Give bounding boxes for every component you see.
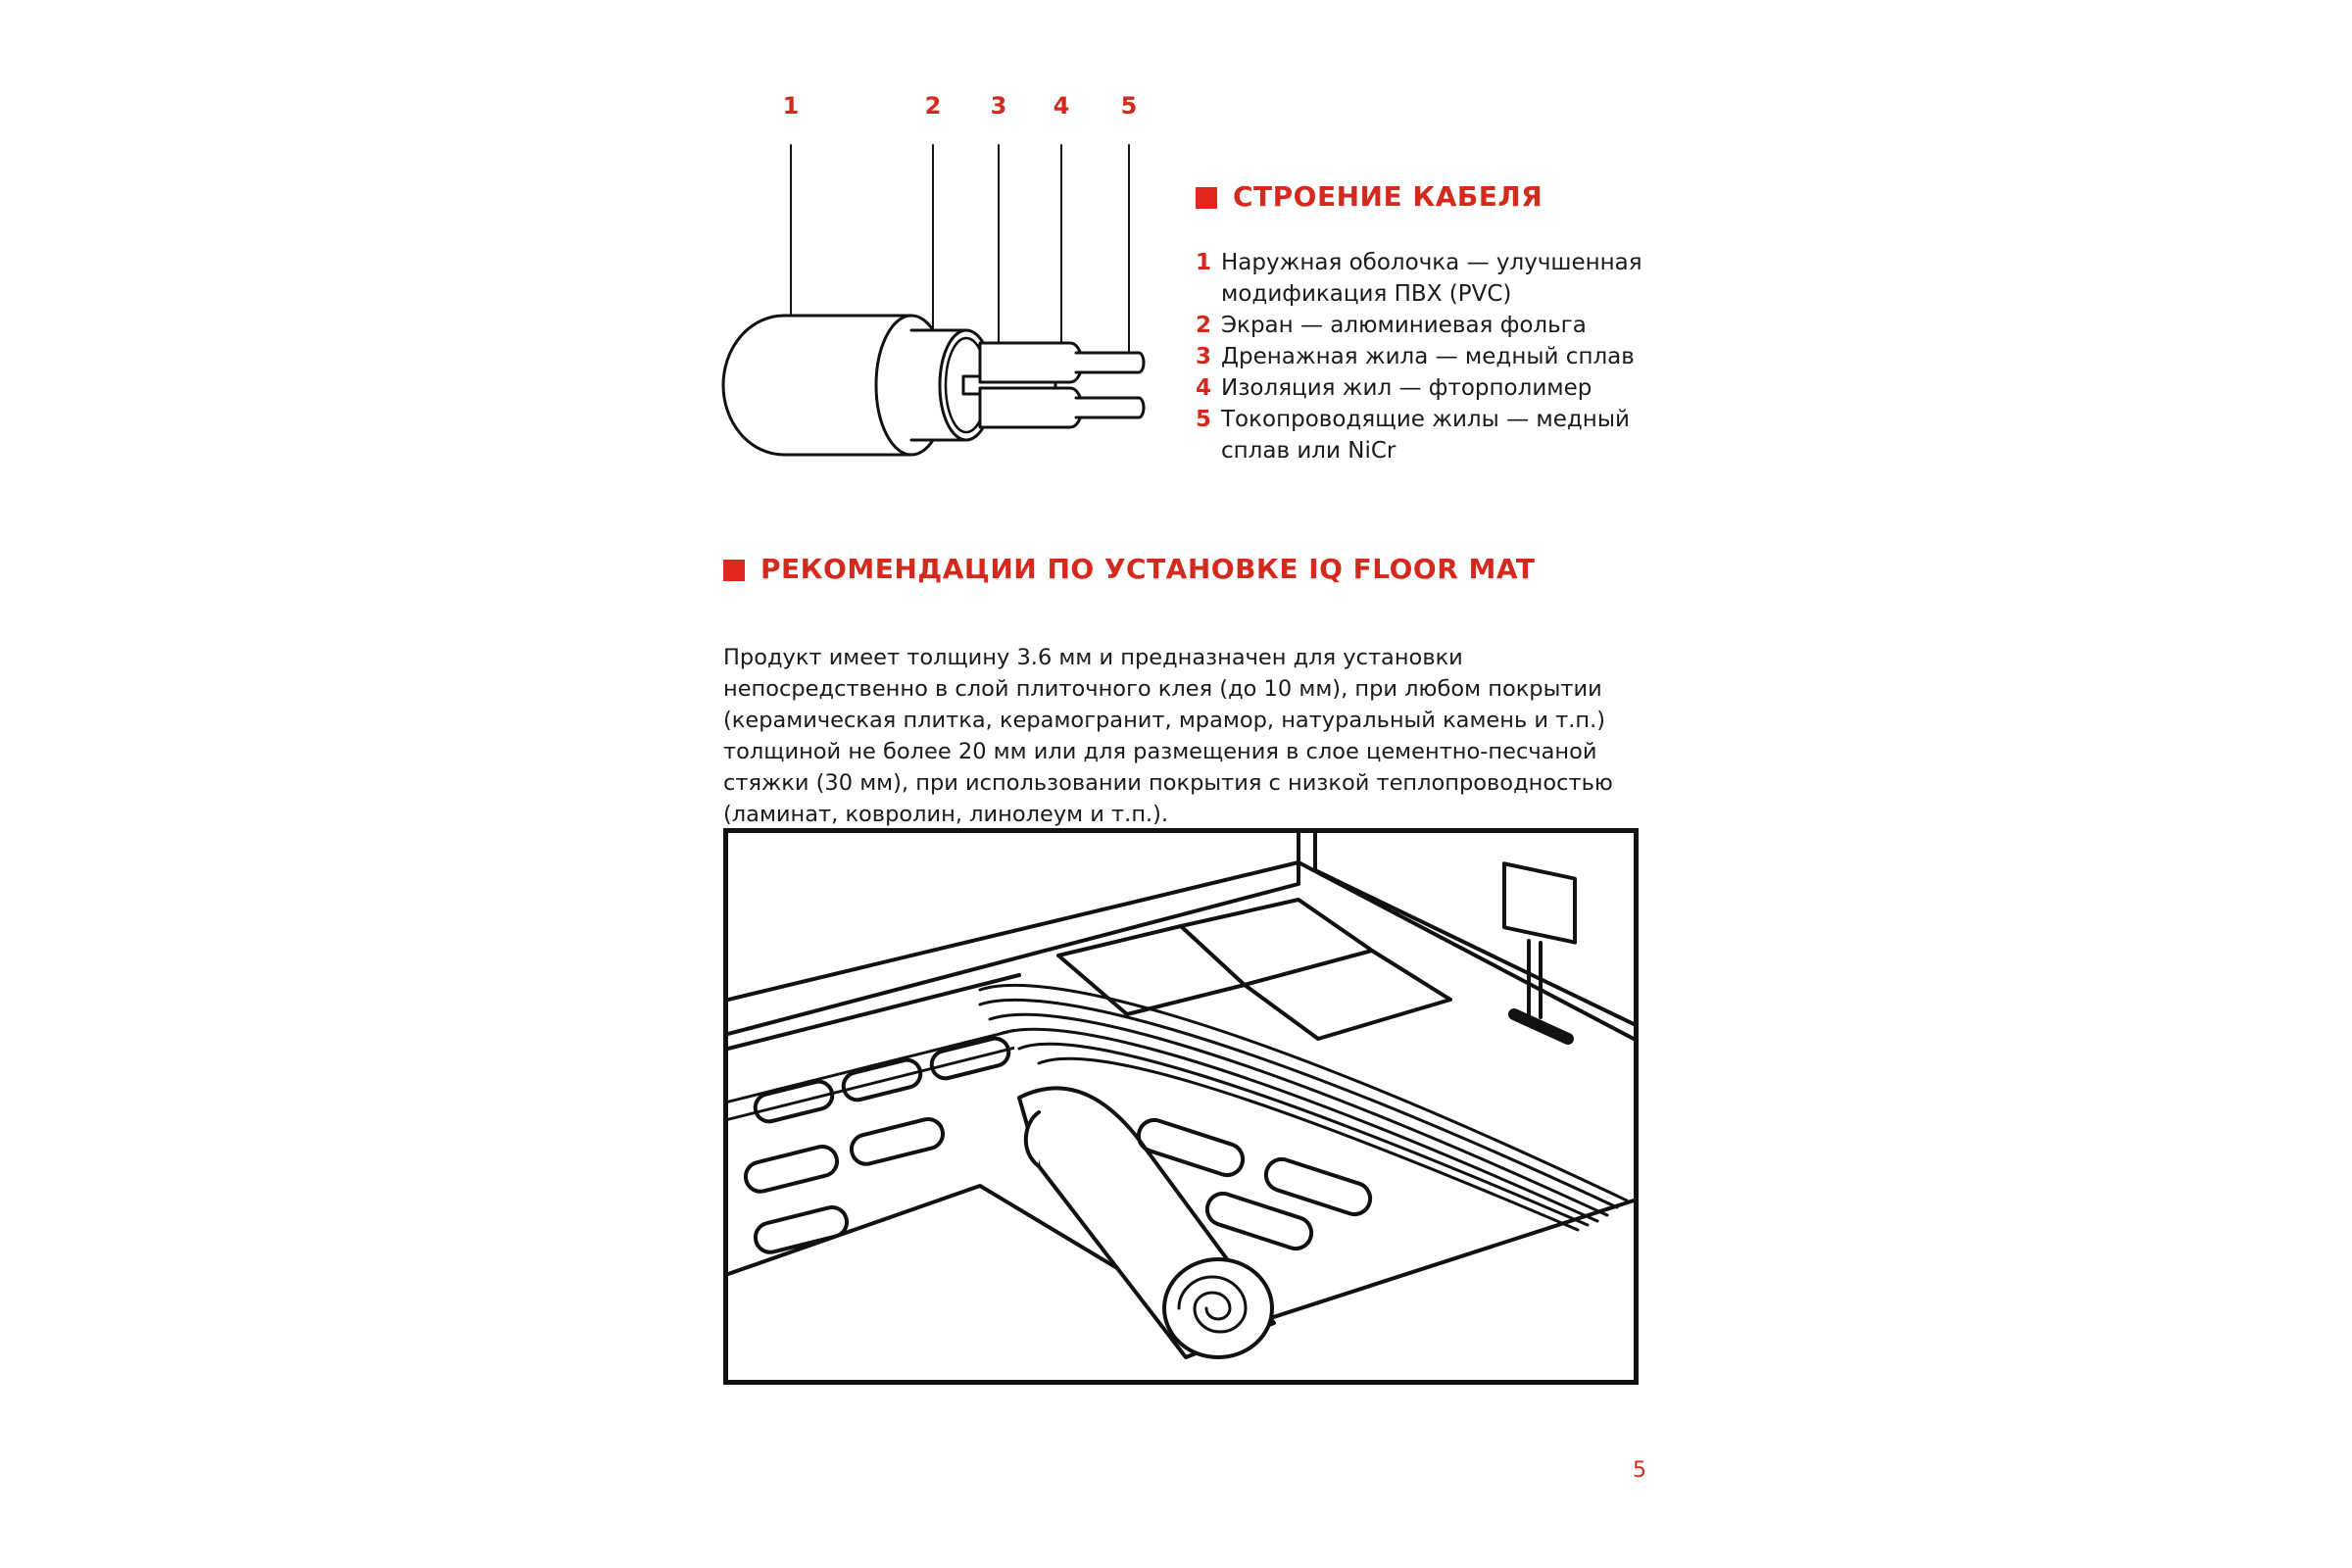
legend-item [1196, 310, 1686, 341]
callout-4: 4 [1053, 92, 1070, 120]
legend-item [1196, 341, 1686, 372]
legend-item-number: 5 [1196, 407, 1212, 432]
legend-item-text: Дренажная жила — медный сплав [1221, 344, 1635, 369]
thermostat [1504, 863, 1575, 1039]
cable-structure-heading [1196, 180, 1543, 213]
insulation-upper [980, 343, 1082, 382]
legend-item-text: Экран — алюминиевая фольга [1221, 313, 1587, 338]
installation-illustration [723, 828, 1639, 1385]
red-square-icon [723, 560, 745, 581]
callout-3: 3 [990, 92, 1007, 120]
recommendations-title-text: РЕКОМЕНДАЦИИ ПО УСТАНОВКЕ IQ FLOOR MAT [760, 553, 1536, 585]
legend-item-text: Токопроводящие жилы — медный сплав или NiCr [1221, 407, 1630, 464]
cable-structure-diagram [706, 137, 1156, 470]
callout-5: 5 [1120, 92, 1138, 120]
legend-item-number: 3 [1196, 344, 1212, 369]
callout-1: 1 [782, 92, 800, 120]
legend-item-number: 2 [1196, 313, 1212, 338]
heating-mat-drawing [728, 833, 1634, 1380]
legend-item [1196, 247, 1686, 310]
conductor-upper [1076, 353, 1144, 372]
conductor-lower [1076, 398, 1144, 417]
legend-item-text: Изоляция жил — фторполимер [1221, 375, 1592, 401]
legend-item-number: 1 [1196, 250, 1212, 275]
red-square-icon [1196, 187, 1217, 209]
legend-item [1196, 404, 1686, 466]
legend-item [1196, 372, 1686, 404]
legend-item-number: 4 [1196, 375, 1212, 401]
cable-structure-title-text: СТРОЕНИЕ КАБЕЛЯ [1233, 180, 1544, 213]
installation-recommendations-heading [723, 553, 1536, 585]
recommendations-paragraph: Продукт имеет толщину 3.6 мм и предназначен для установки непосредственно в слой плиточного клея (до 10 мм), при любом покрытии (керамическая плитка, керамогранит, мрамор, натуральный камень и т.п.) толщиной не более 20 мм или для размещения в слое цементно-песчаной стяжки (30 мм), при использовании покрытия с низкой теплопроводностью (ламинат, ковролин, линолеум и т.п.). [723, 644, 1613, 827]
callout-2: 2 [924, 92, 942, 120]
page-number: 5 [1633, 1458, 1646, 1483]
legend-item-text: Наружная оболочка — улучшенная модификация ПВХ (PVC) [1221, 250, 1642, 307]
cable-legend-list [1196, 247, 1686, 466]
insulation-lower [980, 388, 1082, 427]
